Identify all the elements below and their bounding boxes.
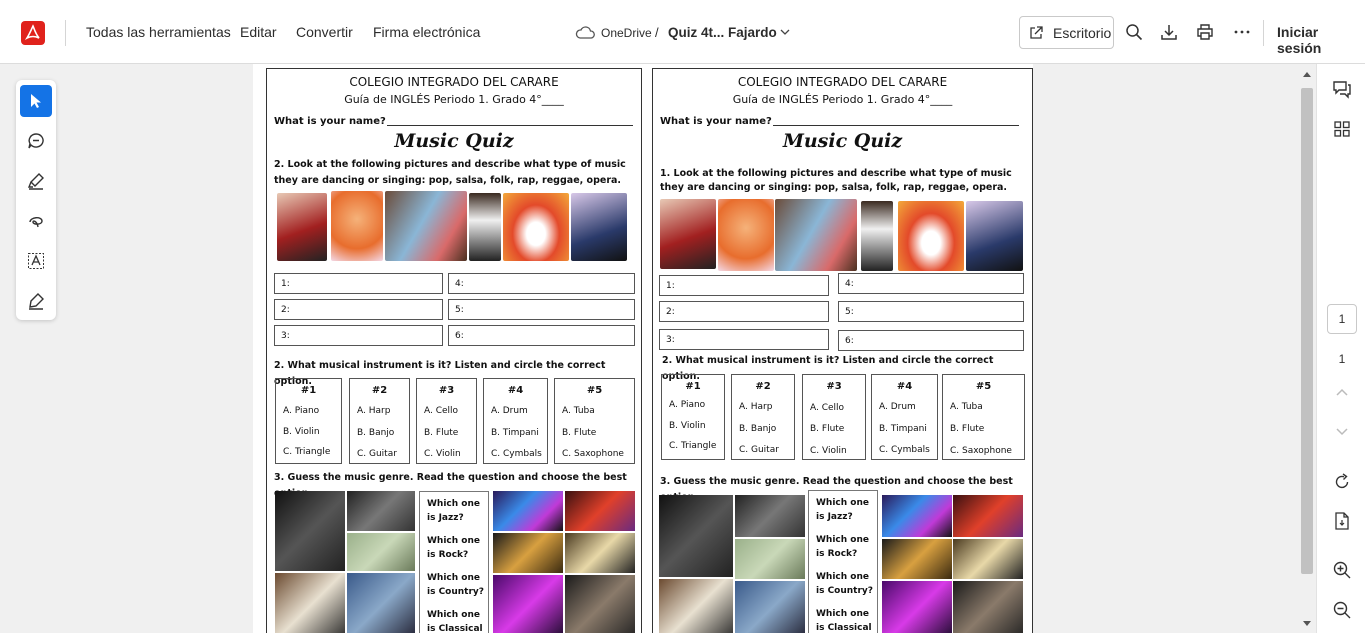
answer-box-5[interactable]: 5: [448, 299, 635, 320]
instrument-number: #3 [826, 381, 842, 392]
instrument-number: #1 [685, 381, 701, 392]
comments-panel-icon[interactable] [1332, 79, 1352, 99]
genre-question-2: Which one is Rock? [427, 536, 480, 560]
genre-question-1: Which one is Jazz? [427, 499, 480, 523]
cursor-arrow-icon [27, 92, 45, 110]
quiz-page-right [652, 68, 1033, 633]
guide-heading: Guía de INGLÉS Periodo 1. Grado 4°____ [732, 93, 953, 106]
genre-question-2: Which one is Rock? [816, 535, 869, 559]
comment-add-icon [27, 132, 45, 150]
open-desktop-button[interactable] [1019, 16, 1114, 49]
breadcrumb-separator: / [655, 25, 659, 40]
genre-question-column [419, 491, 489, 633]
dj-turntable-photo [735, 495, 805, 537]
orchestra-photo [565, 575, 635, 633]
quiz-page-left [266, 68, 642, 633]
option-a[interactable]: A. Harp [739, 402, 773, 412]
top-toolbar [0, 0, 1365, 64]
instrument-number: #3 [438, 385, 455, 396]
name-line [387, 116, 633, 126]
dj-controller-photo [882, 495, 952, 537]
option-c[interactable]: C. Saxophone [950, 446, 1012, 456]
option-b[interactable]: B. Timpani [879, 424, 927, 434]
chevron-down-icon[interactable] [780, 29, 790, 36]
rotate-page-icon[interactable] [1332, 472, 1352, 492]
document-viewer[interactable] [253, 64, 1033, 633]
option-c[interactable]: C. Violin [810, 446, 847, 456]
menu-e-sign[interactable]: Firma electrónica [373, 24, 481, 40]
instrument-number: #5 [975, 381, 992, 392]
question-2-text: 2. What musical instrument is it? Listen and circle the correct option. [662, 355, 994, 382]
orchestra-photo [953, 581, 1023, 633]
instrument-number: #2 [371, 385, 388, 396]
option-a[interactable]: A. Drum [879, 402, 916, 412]
pop-singer-picture [966, 201, 1023, 271]
quiz-title: Music Quiz [394, 130, 514, 152]
rock-guitar-photo [565, 491, 635, 531]
option-c[interactable]: C. Triangle [283, 447, 331, 457]
mariachi-photo [275, 573, 345, 633]
print-icon[interactable] [1196, 23, 1214, 41]
answer-box-3[interactable]: 3: [659, 329, 829, 350]
option-b[interactable]: B. Flute [424, 428, 459, 438]
toolbar-divider [1263, 20, 1264, 46]
text-box-icon [27, 252, 45, 270]
folk-dancer-picture [503, 193, 569, 261]
guitar-player-photo [347, 573, 415, 633]
dj-turntable-photo [347, 491, 415, 531]
guide-heading: Guía de INGLÉS Periodo 1. Grado 4°____ [344, 93, 564, 106]
rap-singer-picture [861, 201, 893, 271]
answer-box-1[interactable]: 1: [274, 273, 443, 294]
answer-box-6[interactable]: 6: [448, 325, 635, 346]
instrument-box-5 [554, 378, 635, 464]
instrument-box-4 [871, 374, 938, 460]
instrument-number: #4 [507, 385, 524, 396]
genre-question-3: Which one is Country? [427, 573, 485, 597]
instrument-box-1 [661, 374, 725, 460]
previous-page-icon[interactable] [1332, 382, 1352, 402]
reggae-dancers-picture [775, 199, 857, 271]
question-1-text: 2. Look at the following pictures and describe what type of music they are dancing or singing: pop, salsa, folk, rap, reggae, opera. [274, 159, 626, 186]
instrument-box-4 [483, 378, 548, 464]
option-a[interactable]: A. Harp [357, 406, 391, 416]
instrument-number: #5 [586, 385, 603, 396]
current-page-input[interactable]: 1 [1327, 304, 1357, 334]
option-a[interactable]: A. Tuba [562, 406, 595, 416]
school-name: COLEGIO INTEGRADO DEL CARARE [737, 75, 948, 89]
more-options-icon[interactable] [1233, 23, 1251, 41]
quiz-title: Music Quiz [782, 130, 903, 152]
mariachi-band-photo [565, 533, 635, 573]
guitar-player-photo [735, 581, 805, 633]
right-rail [1316, 64, 1365, 633]
answer-box-2[interactable]: 2: [274, 299, 443, 320]
highlight-tool-button[interactable] [20, 165, 52, 197]
option-a[interactable]: A. Piano [283, 406, 320, 416]
option-b[interactable]: B. Violin [283, 427, 320, 437]
zoom-out-icon[interactable] [1332, 600, 1352, 620]
option-b[interactable]: B. Timpani [491, 428, 539, 438]
answer-box-1[interactable]: 1: [659, 275, 829, 296]
instrument-box-1 [275, 378, 342, 464]
add-text-tool-button[interactable] [20, 245, 52, 277]
scroll-down-arrow-icon[interactable] [1302, 620, 1312, 628]
concert-stage-photo [493, 533, 563, 573]
highlighter-icon [27, 172, 45, 190]
option-b[interactable]: B. Flute [562, 428, 597, 438]
question-2-text: 2. What musical instrument is it? Listen and circle the correct option. [274, 360, 606, 387]
school-name: COLEGIO INTEGRADO DEL CARARE [349, 75, 559, 89]
instrument-number: #4 [896, 381, 913, 392]
answer-box-3[interactable]: 3: [274, 325, 443, 346]
answer-box-2[interactable]: 2: [659, 301, 829, 322]
sign-tool-button[interactable] [20, 285, 52, 317]
name-label: What is your name? [274, 116, 386, 127]
option-a[interactable]: A. Cello [424, 406, 459, 416]
genre-question-4: Which one is Classical [816, 609, 872, 633]
pop-singer-picture [571, 193, 627, 261]
country-guitarist-photo [735, 539, 805, 579]
zoom-in-icon[interactable] [1332, 560, 1352, 580]
keyboard-concert-photo [882, 581, 952, 633]
option-c[interactable]: C. Saxophone [562, 449, 624, 459]
answer-box-4[interactable]: 4: [838, 273, 1024, 294]
option-a[interactable]: A. Drum [491, 406, 528, 416]
option-b[interactable]: B. Flute [810, 424, 845, 434]
option-b[interactable]: B. Banjo [739, 424, 777, 434]
menu-all-tools[interactable]: Todas las herramientas [86, 24, 231, 40]
option-a[interactable]: A. Tuba [950, 402, 983, 412]
menu-convert[interactable]: Convertir [296, 24, 353, 40]
jazz-singer-photo [659, 495, 733, 577]
option-b[interactable]: B. Flute [950, 424, 985, 434]
open-desktop-label: Escritorio [1053, 25, 1112, 41]
download-icon[interactable] [1160, 23, 1178, 41]
draw-tool-button[interactable] [20, 205, 52, 237]
comment-tool-button[interactable] [20, 125, 52, 157]
opera-singer-picture [718, 199, 774, 271]
select-tool-button[interactable] [20, 85, 52, 117]
next-page-icon[interactable] [1332, 421, 1352, 441]
thumbnails-grid-icon[interactable] [1332, 119, 1352, 139]
dj-controller-photo [493, 491, 563, 531]
country-guitarist-photo [347, 533, 415, 571]
option-c[interactable]: C. Violin [424, 449, 461, 459]
concert-stage-photo [882, 539, 952, 579]
answer-box-6[interactable]: 6: [838, 330, 1024, 351]
answer-box-5[interactable]: 5: [838, 301, 1024, 322]
instrument-number: #2 [755, 381, 771, 392]
quick-tools-panel [16, 80, 56, 320]
cloud-icon [575, 25, 595, 39]
mariachi-photo [659, 579, 733, 633]
total-pages: 1 [1338, 352, 1346, 366]
rock-guitar-photo [953, 495, 1023, 537]
option-a[interactable]: A. Piano [669, 400, 706, 410]
option-b[interactable]: B. Banjo [357, 428, 395, 438]
instrument-box-3 [802, 374, 866, 460]
genre-question-column [808, 490, 878, 633]
freehand-draw-icon [27, 212, 45, 230]
option-a[interactable]: A. Cello [810, 403, 845, 413]
instrument-box-5 [942, 374, 1025, 460]
genre-question-4: Which one is Classical [427, 610, 483, 633]
answer-box-4[interactable]: 4: [448, 273, 635, 294]
breadcrumb-onedrive[interactable]: OneDrive [601, 26, 652, 40]
question-1-text: 1. Look at the following pictures and describe what type of music they are dancing or singing: pop, salsa, folk, rap, reggae, opera. [660, 168, 1012, 193]
page-document-icon[interactable] [1332, 511, 1352, 531]
name-label: What is your name? [660, 116, 772, 127]
option-c[interactable]: C. Guitar [357, 449, 397, 459]
instrument-box-2 [349, 378, 410, 464]
pen-sign-icon [27, 292, 45, 310]
genre-question-1: Which one is Jazz? [816, 498, 869, 522]
option-c[interactable]: C. Guitar [739, 445, 779, 455]
reggae-dancers-picture [385, 191, 467, 261]
salsa-dancers-picture [277, 193, 327, 261]
opera-singer-picture [331, 191, 383, 261]
question-3-text: 3. Guess the music genre. Read the question and choose the best [274, 472, 627, 483]
folk-dancer-picture [898, 201, 964, 271]
document-title[interactable]: Quiz 4t... Fajardo [668, 25, 777, 40]
toolbar-divider [65, 20, 66, 46]
option-b[interactable]: B. Violin [669, 421, 706, 431]
menu-edit[interactable]: Editar [240, 24, 277, 40]
salsa-dancers-picture [660, 199, 716, 269]
option-c[interactable]: C. Cymbals [879, 445, 930, 455]
sign-in-button[interactable]: Iniciar sesión [1277, 24, 1322, 56]
instrument-box-2 [731, 374, 795, 460]
acrobat-logo-icon[interactable] [21, 21, 45, 45]
option-c[interactable]: C. Cymbals [491, 449, 542, 459]
question-3-text: 3. Guess the music genre. Read the question and choose the best [660, 476, 1013, 487]
scroll-up-arrow-icon[interactable] [1302, 70, 1312, 78]
mariachi-band-photo [953, 539, 1023, 579]
name-line [773, 116, 1019, 126]
search-icon[interactable] [1125, 23, 1143, 41]
instrument-number: #1 [300, 385, 317, 396]
rap-singer-picture [469, 193, 501, 261]
keyboard-concert-photo [493, 575, 563, 633]
instrument-box-3 [416, 378, 477, 464]
external-link-icon [1029, 26, 1043, 40]
scrollbar-thumb[interactable] [1301, 88, 1313, 574]
genre-question-3: Which one is Country? [816, 572, 874, 596]
option-c[interactable]: C. Triangle [669, 441, 717, 451]
vertical-scrollbar[interactable] [1298, 64, 1316, 633]
jazz-singer-photo [275, 491, 345, 571]
